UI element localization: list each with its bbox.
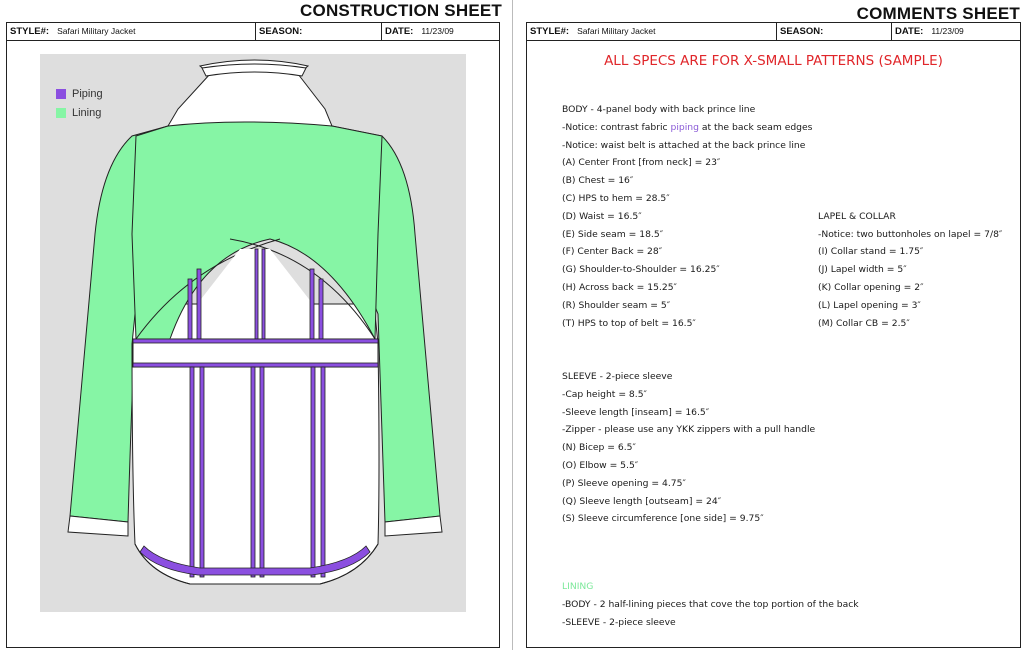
piping-line (321, 367, 325, 577)
spec-line: (S) Sleeve circumference [one side] = 9.75″ (562, 513, 764, 525)
piping-line (200, 367, 204, 577)
legend-label-piping: Piping (72, 87, 103, 100)
spec-line: (R) Shoulder seam = 5″ (562, 299, 671, 311)
date-cell (382, 23, 499, 40)
construction-header (7, 23, 499, 41)
notice-piping-word: piping (670, 121, 699, 133)
spec-line: (O) Elbow = 5.5″ (562, 459, 639, 471)
comments-frame (526, 22, 1021, 648)
season-label: SEASON: (259, 26, 303, 37)
legend-item-piping (56, 84, 103, 103)
piping-line (260, 367, 264, 577)
spec-line: (D) Waist = 16.5″ (562, 210, 642, 222)
notice-piping-post: at the back seam edges (698, 121, 813, 133)
body-specs (562, 101, 812, 332)
piping-line (197, 269, 201, 339)
piping-line (319, 279, 323, 339)
date-value: 11/23/09 (931, 26, 964, 36)
spec-line: (M) Collar CB = 2.5″ (818, 317, 910, 329)
spec-line: (H) Across back = 15.25″ (562, 281, 677, 293)
piping-line (188, 279, 192, 339)
sleeve-specs (562, 368, 815, 528)
lapel-collar-heading: LAPEL & COLLAR (818, 210, 896, 222)
comments-header (527, 23, 1020, 41)
season-label: SEASON: (780, 26, 824, 37)
spec-line: (G) Shoulder-to-Shoulder = 16.25″ (562, 264, 720, 276)
sleeve-heading: SLEEVE - 2-piece sleeve (562, 371, 673, 382)
sheet-divider (512, 0, 513, 650)
piping-line (310, 269, 314, 339)
lining-heading: LINING (562, 581, 594, 592)
construction-sheet (0, 0, 508, 650)
style-value: Safari Military Jacket (577, 26, 656, 36)
spec-line: -SLEEVE - 2-piece sleeve (562, 616, 676, 628)
jacket-back-illustration (40, 54, 466, 612)
spec-line: (L) Lapel opening = 3″ (818, 299, 921, 311)
body-notice-piping (562, 119, 812, 137)
spec-line: (J) Lapel width = 5″ (818, 264, 907, 276)
lining-specs (562, 578, 859, 631)
construction-frame (6, 22, 500, 648)
date-value: 11/23/09 (421, 26, 454, 36)
spec-line: (Q) Sleeve length [outseam] = 24″ (562, 495, 722, 507)
legend-item-lining (56, 103, 103, 122)
belt-piping-bottom (133, 363, 378, 367)
piping-swatch (56, 89, 66, 99)
spec-line: -Sleeve length [inseam] = 16.5″ (562, 406, 710, 418)
jacket-drawing-area (40, 54, 466, 612)
spec-line: (P) Sleeve opening = 4.75″ (562, 477, 686, 489)
belt-piping-top (133, 339, 378, 343)
comments-sheet-title: COMMENTS SHEET (856, 4, 1020, 23)
body-heading: BODY - 4-panel body with back prince line (562, 104, 756, 115)
season-cell (256, 23, 382, 40)
notice-piping-pre: -Notice: contrast fabric (562, 121, 671, 133)
lapel-notice: -Notice: two buttonholes on lapel = 7/8″ (818, 228, 1003, 240)
lining-swatch (56, 108, 66, 118)
spec-line: (E) Side seam = 18.5″ (562, 228, 664, 240)
piping-line (251, 367, 255, 577)
date-cell (892, 23, 1020, 40)
spec-line: (K) Collar opening = 2″ (818, 281, 924, 293)
spec-line: (I) Collar stand = 1.75″ (818, 246, 924, 258)
piping-line (311, 367, 315, 577)
spec-banner: ALL SPECS ARE FOR X-SMALL PATTERNS (SAMPLE) (604, 53, 943, 69)
style-label: STYLE#: (530, 26, 570, 37)
comments-sheet (518, 0, 1023, 650)
spec-line: (T) HPS to top of belt = 16.5″ (562, 317, 696, 329)
spec-line: (N) Bicep = 6.5″ (562, 442, 636, 454)
piping-line (255, 249, 258, 339)
style-cell (7, 23, 256, 40)
construction-sheet-title: CONSTRUCTION SHEET (300, 1, 502, 20)
spec-line: -Cap height = 8.5″ (562, 388, 647, 400)
legend (56, 84, 103, 122)
style-label: STYLE#: (10, 26, 50, 37)
style-value: Safari Military Jacket (57, 26, 136, 36)
legend-label-lining: Lining (72, 106, 102, 119)
season-cell (777, 23, 892, 40)
date-label: DATE: (895, 26, 924, 37)
spec-line: (A) Center Front [from neck] = 23″ (562, 157, 721, 169)
spec-line: (C) HPS to hem = 28.5″ (562, 192, 670, 204)
date-label: DATE: (385, 26, 414, 37)
body-notice-belt: -Notice: waist belt is attached at the back prince line (562, 139, 806, 151)
spec-line: (F) Center Back = 28″ (562, 246, 663, 258)
spec-line: (B) Chest = 16″ (562, 175, 634, 187)
piping-line (262, 249, 265, 339)
piping-line (190, 367, 194, 577)
style-cell (527, 23, 777, 40)
lapel-collar-specs (818, 208, 1002, 333)
spec-line: -Zipper - please use any YKK zippers with a pull handle (562, 424, 816, 436)
spec-line: -BODY - 2 half-lining pieces that cove the top portion of the back (562, 598, 859, 610)
